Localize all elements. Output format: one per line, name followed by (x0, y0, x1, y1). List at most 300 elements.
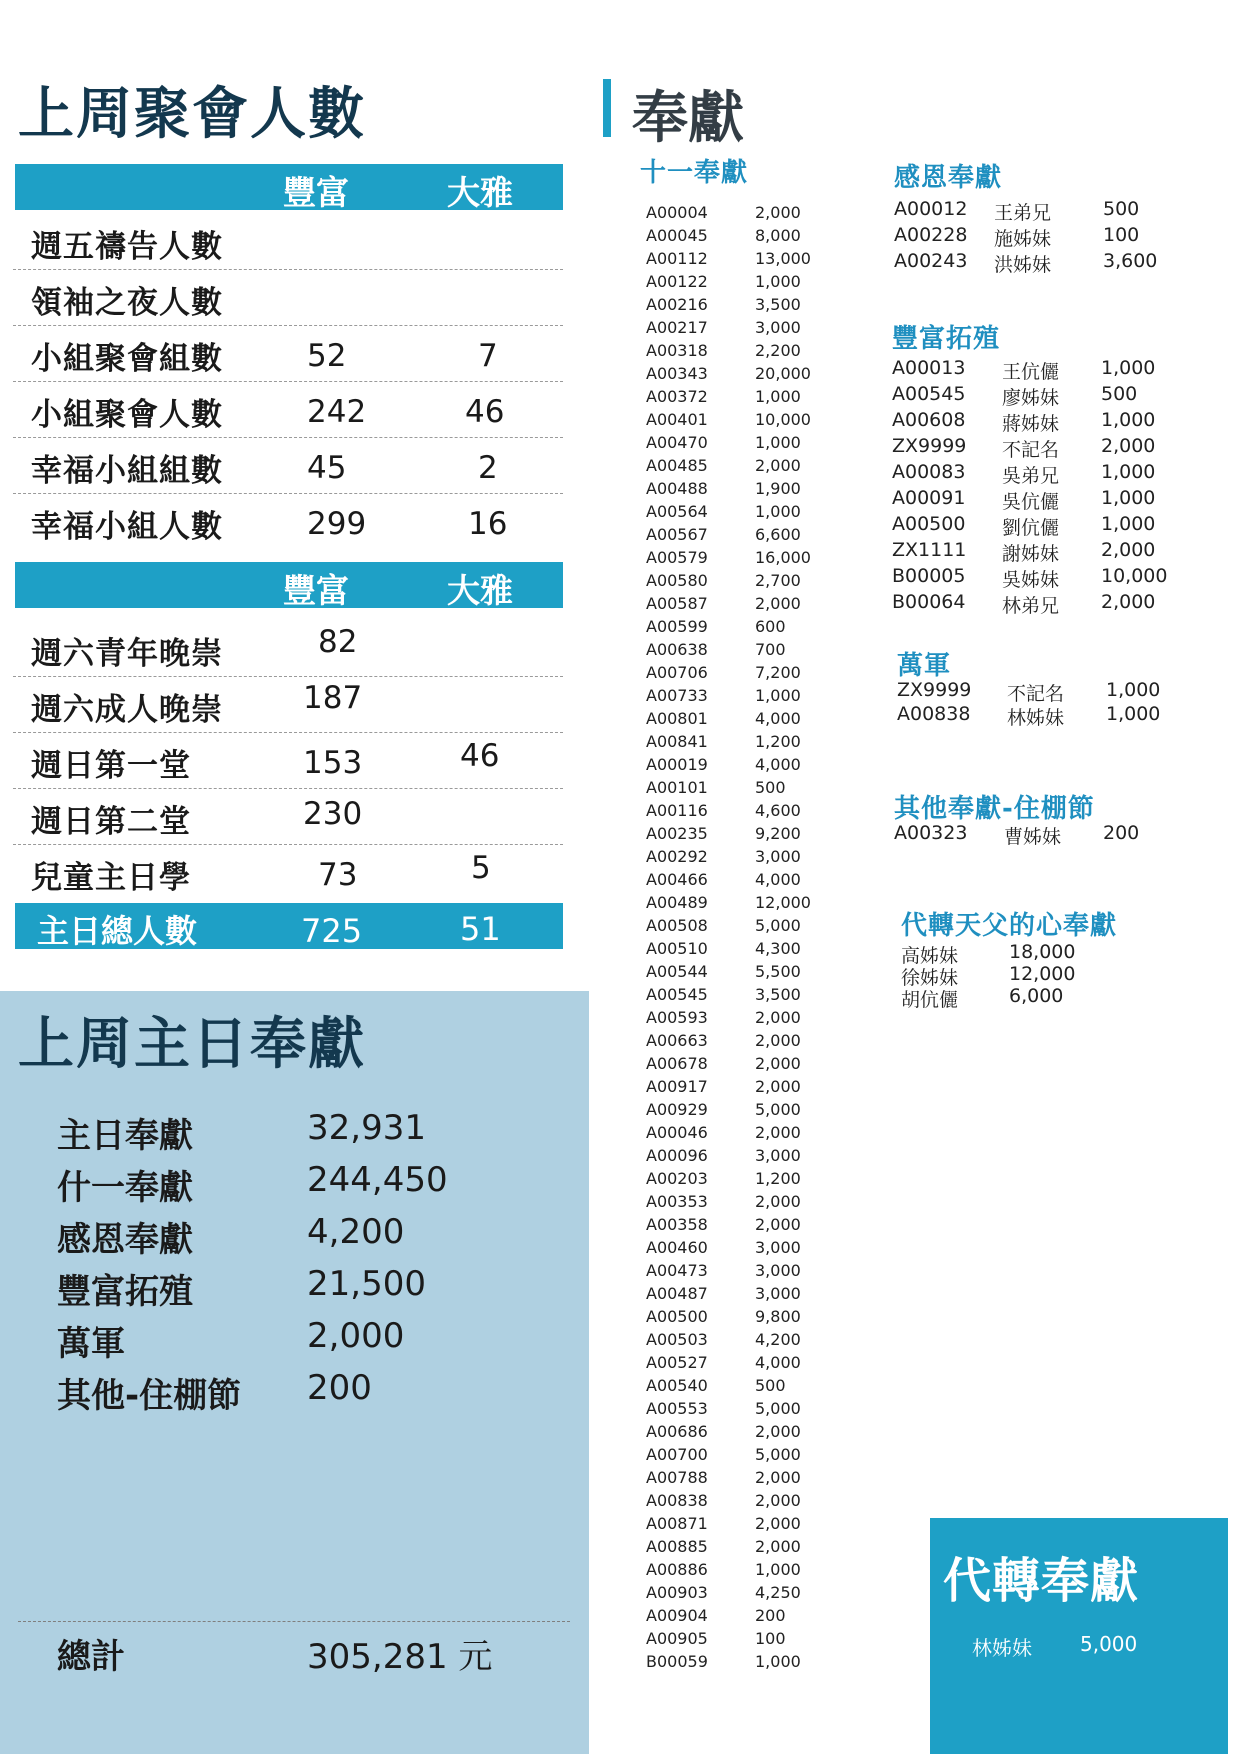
tithe-code: A00470 (646, 433, 708, 452)
tithe-amount: 1,000 (755, 1560, 801, 1579)
tithe-amount: 1,200 (755, 732, 801, 751)
tithe-row (646, 801, 826, 824)
tithe-amount: 6,600 (755, 525, 801, 544)
item-name: 謝姊妹 (1002, 543, 1060, 565)
tithe-amount: 4,200 (755, 1330, 801, 1349)
item-amount: 2,000 (1101, 591, 1156, 613)
tithe-row (646, 525, 826, 548)
tithe-code: A00587 (646, 594, 708, 613)
item-code: A00091 (892, 487, 966, 509)
value-fengfu: 73 (318, 857, 358, 893)
tithe-amount: 3,000 (755, 1238, 801, 1257)
tithe-amount: 5,000 (755, 1445, 801, 1464)
tithe-amount: 600 (755, 617, 786, 636)
summary-total-value: 305,281 元 (307, 1637, 493, 1677)
tithe-code: A00638 (646, 640, 708, 659)
table-row (13, 676, 563, 733)
tithe-code: A00318 (646, 341, 708, 360)
tithe-row (646, 1100, 826, 1123)
table-row (13, 732, 563, 789)
tithe-row (646, 1583, 826, 1606)
item-name: 林姊妹 (1007, 707, 1065, 729)
transfer-offering-box (930, 1518, 1228, 1754)
summary-value: 244,450 (307, 1160, 448, 1200)
value-fengfu: 230 (303, 796, 363, 832)
item-code: A00228 (894, 224, 968, 246)
tithe-row (646, 870, 826, 893)
tithe-amount: 2,000 (755, 1008, 801, 1027)
value-daya: 16 (468, 506, 508, 542)
item-name: 王伉儷 (1002, 361, 1060, 383)
tithe-row (646, 1491, 826, 1514)
fathers-heart-title: 代轉天父的心奉獻 (901, 911, 1118, 941)
tithe-row (646, 985, 826, 1008)
item-name: 吳弟兄 (1002, 465, 1060, 487)
tithe-amount: 4,000 (755, 709, 801, 728)
item-name: 胡伉儷 (901, 989, 959, 1011)
item-amount: 6,000 (1009, 985, 1064, 1007)
tithe-code: A00473 (646, 1261, 708, 1280)
tithe-code: A00045 (646, 226, 708, 245)
tithe-code: A00235 (646, 824, 708, 843)
tithe-amount: 2,000 (755, 594, 801, 613)
summary-label: 萬軍 (57, 1324, 125, 1364)
tithe-code: A00903 (646, 1583, 708, 1602)
summary-value: 4,200 (307, 1212, 405, 1252)
tithe-code: A00004 (646, 203, 708, 222)
tithe-amount: 13,000 (755, 249, 811, 268)
tithe-code: A00116 (646, 801, 708, 820)
tithe-code: A00788 (646, 1468, 708, 1487)
summary-value: 32,931 (307, 1108, 426, 1148)
item-name: 高姊妹 (901, 945, 959, 967)
value-daya: 46 (465, 394, 505, 430)
summary-label: 什一奉獻 (57, 1168, 193, 1208)
tithe-row (646, 1606, 826, 1629)
row-label: 週六成人晚崇 (31, 692, 223, 728)
tithe-code: A00122 (646, 272, 708, 291)
item-amount: 1,000 (1101, 357, 1156, 379)
item-amount: 2,000 (1101, 435, 1156, 457)
item-code: A00012 (894, 198, 968, 220)
value-fengfu: 82 (318, 624, 358, 660)
item-name: 施姊妹 (994, 228, 1052, 250)
tithe-amount: 5,000 (755, 1100, 801, 1119)
col-daya-label: 大雅 (447, 571, 513, 610)
tithe-row (646, 571, 826, 594)
tithe-amount: 1,000 (755, 272, 801, 291)
tithe-row (646, 1376, 826, 1399)
tithe-row (646, 1629, 826, 1652)
row-label: 週日第二堂 (31, 804, 191, 840)
tithe-row (646, 732, 826, 755)
tithe-code: A00929 (646, 1100, 708, 1119)
tithe-amount: 16,000 (755, 548, 811, 567)
summary-divider (18, 1621, 570, 1622)
table-row (13, 381, 563, 438)
tithe-code: A00801 (646, 709, 708, 728)
tithe-row (646, 1330, 826, 1353)
tithe-amount: 3,000 (755, 1261, 801, 1280)
tithe-amount: 2,000 (755, 1077, 801, 1096)
tithe-row (646, 640, 826, 663)
total-fengfu: 725 (301, 912, 363, 950)
row-label: 小組聚會組數 (31, 341, 223, 377)
tithe-amount: 500 (755, 778, 786, 797)
tithe-code: A00540 (646, 1376, 708, 1395)
tithe-amount: 2,000 (755, 1215, 801, 1234)
table-row (13, 620, 563, 677)
tithe-code: A00343 (646, 364, 708, 383)
tithe-row (646, 962, 826, 985)
tithe-code: A00686 (646, 1422, 708, 1441)
tithe-amount: 8,000 (755, 226, 801, 245)
item-name: 劉伉儷 (1002, 517, 1060, 539)
tithe-amount: 3,500 (755, 295, 801, 314)
tithe-code: A00487 (646, 1284, 708, 1303)
tithe-row (646, 1146, 826, 1169)
tithe-code: A00353 (646, 1192, 708, 1211)
tithe-code: A00838 (646, 1491, 708, 1510)
tithe-code: A00700 (646, 1445, 708, 1464)
tithe-code: A00112 (646, 249, 708, 268)
value-fengfu: 242 (307, 394, 367, 430)
tithe-code: A00553 (646, 1399, 708, 1418)
item-name: 蔣姊妹 (1002, 413, 1060, 435)
tithe-amount: 7,200 (755, 663, 801, 682)
item-code: A00608 (892, 409, 966, 431)
item-amount: 1,000 (1106, 679, 1161, 701)
item-code: A00083 (892, 461, 966, 483)
tithe-code: A00905 (646, 1629, 708, 1648)
item-amount: 18,000 (1009, 941, 1076, 963)
value-fengfu: 52 (307, 338, 347, 374)
col-fengfu-label: 豐富 (283, 571, 349, 610)
tithe-code: A00292 (646, 847, 708, 866)
item-amount: 1,000 (1101, 409, 1156, 431)
tithe-amount: 2,000 (755, 456, 801, 475)
tithe-amount: 1,000 (755, 502, 801, 521)
summary-label: 主日奉獻 (57, 1116, 193, 1156)
item-name: 王弟兄 (994, 202, 1052, 224)
row-label: 小組聚會人數 (31, 397, 223, 433)
transfer-title: 代轉奉獻 (943, 1553, 1140, 1609)
tithe-code: A00545 (646, 985, 708, 1004)
tithe-row (646, 203, 826, 226)
tithe-amount: 700 (755, 640, 786, 659)
item-amount: 10,000 (1101, 565, 1168, 587)
tithe-row (646, 1054, 826, 1077)
tithe-row (646, 1169, 826, 1192)
tithe-code: A00217 (646, 318, 708, 337)
row-label: 週六青年晚崇 (31, 636, 223, 672)
tithe-code: B00059 (646, 1652, 708, 1671)
table-row (13, 269, 563, 326)
tithe-code: A00488 (646, 479, 708, 498)
tithe-code: A00904 (646, 1606, 708, 1625)
item-amount: 500 (1101, 383, 1138, 405)
tithe-amount: 500 (755, 1376, 786, 1395)
tithe-amount: 1,200 (755, 1169, 801, 1188)
summary-label: 其他-住棚節 (57, 1376, 242, 1416)
row-label: 領袖之夜人數 (31, 285, 223, 321)
tithe-code: A00046 (646, 1123, 708, 1142)
tithe-code: A00203 (646, 1169, 708, 1188)
summary-row (57, 1264, 507, 1316)
summary-label: 豐富拓殖 (57, 1272, 193, 1312)
tithe-amount: 1,000 (755, 433, 801, 452)
tithe-code: A00019 (646, 755, 708, 774)
tithe-amount: 5,000 (755, 916, 801, 935)
item-code: ZX1111 (892, 539, 967, 561)
summary-label: 感恩奉獻 (57, 1220, 193, 1260)
tithe-code: A00871 (646, 1514, 708, 1533)
tithe-code: A00489 (646, 893, 708, 912)
tithe-row (646, 709, 826, 732)
item-name: 吳伉儷 (1002, 491, 1060, 513)
summary-value: 2,000 (307, 1316, 405, 1356)
tithe-row (646, 456, 826, 479)
tithe-amount: 12,000 (755, 893, 811, 912)
summary-row (57, 1212, 507, 1264)
tithe-row (646, 502, 826, 525)
tithe-amount: 4,000 (755, 870, 801, 889)
tithe-code: A00216 (646, 295, 708, 314)
item-name: 廖姊妹 (1002, 387, 1060, 409)
item-code: ZX9999 (892, 435, 967, 457)
tithe-code: A00885 (646, 1537, 708, 1556)
tithe-code: A00372 (646, 387, 708, 406)
tithe-amount: 2,000 (755, 1422, 801, 1441)
tithe-row (646, 1560, 826, 1583)
tithe-amount: 100 (755, 1629, 786, 1648)
value-daya: 5 (471, 850, 491, 886)
tithe-amount: 3,000 (755, 847, 801, 866)
table-row (13, 493, 563, 549)
row-label: 兒童主日學 (31, 860, 191, 896)
tithe-amount: 5,000 (755, 1399, 801, 1418)
hosts-title: 萬軍 (897, 651, 952, 681)
value-daya: 7 (478, 338, 498, 374)
tithe-row (646, 916, 826, 939)
tithe-row (646, 1652, 826, 1675)
tithe-row (646, 479, 826, 502)
tithe-code: A00580 (646, 571, 708, 590)
item-name: 洪姊妹 (994, 254, 1052, 276)
tithe-code: A00544 (646, 962, 708, 981)
table-row (13, 844, 563, 900)
item-amount: 1,000 (1101, 513, 1156, 535)
tithe-row (646, 686, 826, 709)
tabernacles-title: 其他奉獻-住棚節 (894, 794, 1095, 824)
item-code: A00243 (894, 250, 968, 272)
tithe-row (646, 939, 826, 962)
tithe-amount: 1,000 (755, 387, 801, 406)
tithe-row (646, 548, 826, 571)
tithe-code: A00706 (646, 663, 708, 682)
tithe-row (646, 1192, 826, 1215)
tithe-code: A00485 (646, 456, 708, 475)
item-amount: 1,000 (1106, 703, 1161, 725)
tithe-row (646, 1353, 826, 1376)
tithe-row (646, 1215, 826, 1238)
summary-row (57, 1368, 507, 1420)
summary-total-label: 總計 (57, 1637, 125, 1677)
tithe-row (646, 1399, 826, 1422)
tithe-row (646, 617, 826, 640)
tithe-code: A00101 (646, 778, 708, 797)
tithe-row (646, 272, 826, 295)
tithe-row (646, 1468, 826, 1491)
tithe-amount: 2,700 (755, 571, 801, 590)
tithe-amount: 2,000 (755, 1491, 801, 1510)
tithe-amount: 2,000 (755, 1054, 801, 1073)
tithe-row (646, 1031, 826, 1054)
tithe-amount: 3,000 (755, 1284, 801, 1303)
tithe-code: A00733 (646, 686, 708, 705)
tithe-row (646, 410, 826, 433)
item-code: A00323 (894, 822, 968, 844)
summary-total-row (57, 1629, 507, 1681)
attendance-total-row (15, 903, 563, 949)
tithe-row (646, 364, 826, 387)
tithe-amount: 1,900 (755, 479, 801, 498)
item-amount: 200 (1103, 822, 1140, 844)
tithe-row (646, 1238, 826, 1261)
row-label: 幸福小組組數 (31, 453, 223, 489)
tithe-code: A00886 (646, 1560, 708, 1579)
table-row (13, 788, 563, 845)
tithe-row (646, 295, 826, 318)
tithe-title: 十一奉獻 (640, 158, 749, 188)
tithe-row (646, 387, 826, 410)
tithe-amount: 1,000 (755, 1652, 801, 1671)
tithe-row (646, 893, 826, 916)
tithe-row (646, 847, 826, 870)
expansion-title: 豐富拓殖 (892, 324, 1001, 354)
tithe-row (646, 1445, 826, 1468)
item-code: A00545 (892, 383, 966, 405)
summary-value: 200 (307, 1368, 372, 1408)
tithe-code: A00466 (646, 870, 708, 889)
tithe-code: A00358 (646, 1215, 708, 1234)
table-row (13, 437, 563, 494)
tithe-code: A00508 (646, 916, 708, 935)
table-row (13, 213, 563, 270)
item-name: 不記名 (1002, 439, 1060, 461)
item-code: B00064 (892, 591, 966, 613)
attendance-title: 上周聚會人數 (18, 82, 366, 147)
attendance-header-1 (15, 164, 563, 210)
offering-summary-title: 上周主日奉獻 (18, 1012, 366, 1077)
item-code: A00838 (897, 703, 971, 725)
item-name: 林弟兄 (1002, 595, 1060, 617)
tithe-amount: 2,000 (755, 1123, 801, 1142)
value-fengfu: 153 (303, 745, 363, 781)
item-amount: 3,600 (1103, 250, 1158, 272)
tithe-row (646, 824, 826, 847)
tithe-row (646, 226, 826, 249)
tithe-amount: 2,200 (755, 341, 801, 360)
item-amount: 5,000 (1080, 1632, 1138, 1656)
tithe-row (646, 778, 826, 801)
summary-row (57, 1316, 507, 1368)
tithe-row (646, 1537, 826, 1560)
item-amount: 1,000 (1101, 461, 1156, 483)
offerings-title-accent (603, 79, 611, 137)
tithe-row (646, 1077, 826, 1100)
tithe-row (646, 1514, 826, 1537)
item-name: 不記名 (1007, 683, 1065, 705)
col-daya-label: 大雅 (447, 173, 513, 212)
tithe-code: A00500 (646, 1307, 708, 1326)
table-row (13, 325, 563, 382)
tithe-amount: 4,300 (755, 939, 801, 958)
attendance-header-2 (15, 562, 563, 608)
tithe-amount: 4,600 (755, 801, 801, 820)
tithe-amount: 3,000 (755, 1146, 801, 1165)
offerings-title: 奉獻 (632, 86, 744, 151)
summary-row (57, 1160, 507, 1212)
tithe-code: A00527 (646, 1353, 708, 1372)
tithe-code: A00678 (646, 1054, 708, 1073)
tithe-amount: 5,500 (755, 962, 801, 981)
tithe-amount: 3,000 (755, 318, 801, 337)
tithe-row (646, 1008, 826, 1031)
tithe-code: A00599 (646, 617, 708, 636)
tithe-code: A00567 (646, 525, 708, 544)
tithe-row (646, 1123, 826, 1146)
tithe-row (646, 1422, 826, 1445)
tithe-list (646, 203, 826, 1675)
tithe-code: A00510 (646, 939, 708, 958)
tithe-row (646, 663, 826, 686)
item-amount: 100 (1103, 224, 1140, 246)
total-daya: 51 (460, 910, 501, 948)
item-amount: 2,000 (1101, 539, 1156, 561)
tithe-amount: 1,000 (755, 686, 801, 705)
tithe-amount: 200 (755, 1606, 786, 1625)
value-daya: 2 (478, 450, 498, 486)
tithe-amount: 4,000 (755, 1353, 801, 1372)
tithe-row (646, 1307, 826, 1330)
tithe-amount: 2,000 (755, 203, 801, 222)
value-daya: 46 (460, 738, 500, 774)
item-name: 徐姊妹 (901, 967, 959, 989)
item-name: 曹姊妹 (1004, 826, 1062, 848)
tithe-code: A00564 (646, 502, 708, 521)
tithe-amount: 2,000 (755, 1192, 801, 1211)
item-code: A00500 (892, 513, 966, 535)
row-label: 幸福小組人數 (31, 509, 223, 545)
tithe-amount: 9,200 (755, 824, 801, 843)
tithe-code: A00460 (646, 1238, 708, 1257)
value-fengfu: 187 (303, 680, 363, 716)
tithe-amount: 2,000 (755, 1031, 801, 1050)
tithe-row (646, 1284, 826, 1307)
tithe-amount: 2,000 (755, 1514, 801, 1533)
tithe-code: A00841 (646, 732, 708, 751)
tithe-amount: 2,000 (755, 1537, 801, 1556)
item-amount: 500 (1103, 198, 1140, 220)
tithe-code: A00579 (646, 548, 708, 567)
summary-row (57, 1108, 507, 1160)
tithe-row (646, 341, 826, 364)
item-amount: 1,000 (1101, 487, 1156, 509)
row-label: 週日第一堂 (31, 748, 191, 784)
value-fengfu: 299 (307, 506, 367, 542)
thanksgiving-title: 感恩奉獻 (894, 163, 1003, 193)
